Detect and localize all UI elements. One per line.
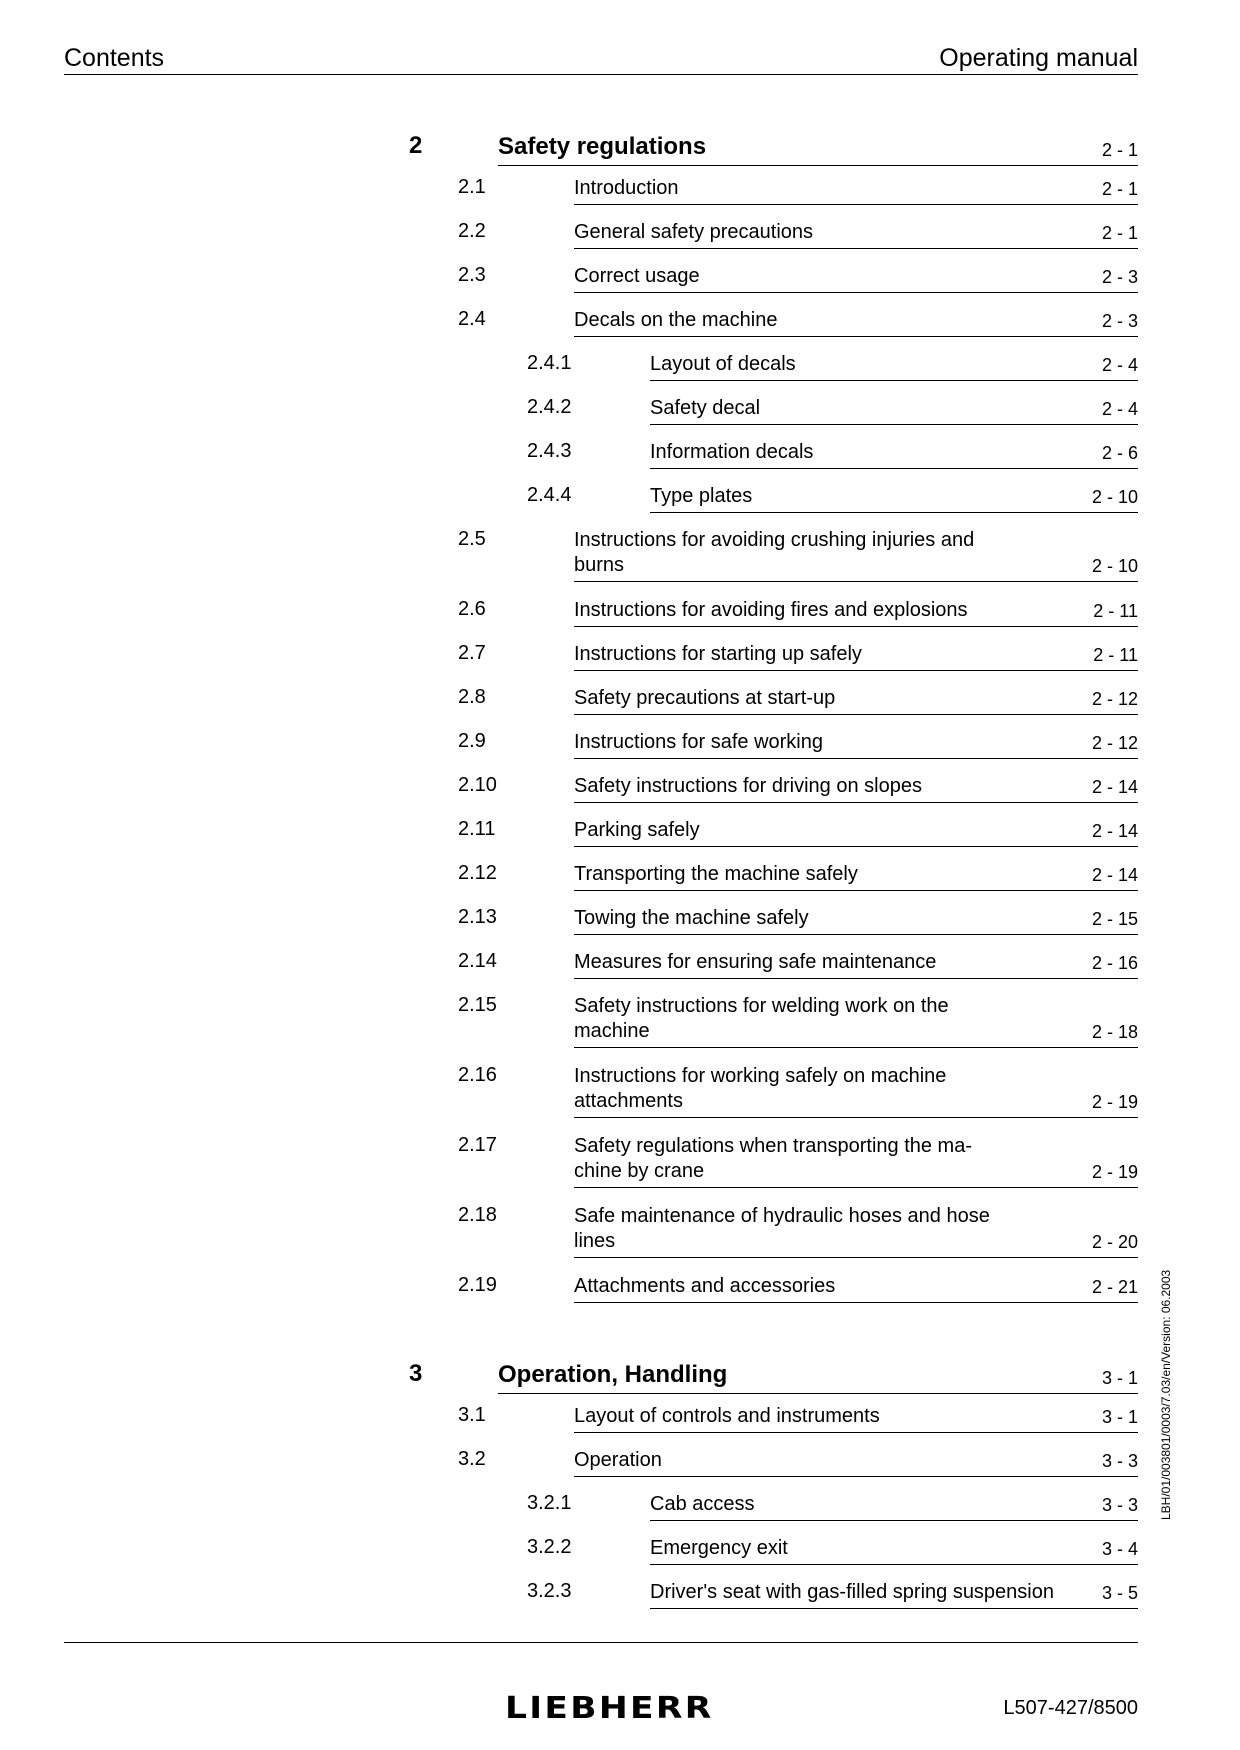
toc-entry-title-line: Driver's seat with gas-filled spring suspension — [650, 1581, 1054, 1603]
toc-entry-title[interactable] — [574, 642, 1138, 671]
toc-entry-title-line: Attachments and accessories — [574, 1275, 836, 1297]
liebherr-logo: LIEBHERR — [505, 1691, 714, 1726]
toc-entry-title[interactable] — [574, 1134, 1138, 1188]
toc-entry-number: 3.2 — [458, 1448, 486, 1470]
toc-entry-number: 2.9 — [458, 730, 486, 752]
toc-entry-number: 2.2 — [458, 220, 486, 242]
toc-entry-title-line: Cab access — [650, 1493, 755, 1515]
toc-entry-number: 2.4.3 — [527, 440, 572, 462]
header-rule — [64, 74, 1138, 75]
toc-entry-page: 2 - 3 — [1101, 267, 1138, 287]
toc-entry-title-line: Operation — [574, 1449, 662, 1471]
toc-entry-number: 3 — [409, 1360, 423, 1387]
toc-entry-title[interactable] — [574, 994, 1138, 1048]
toc-entry-title[interactable] — [650, 1492, 1138, 1521]
toc-entry-title-line: Operation, Handling — [498, 1361, 728, 1388]
header-document-title: Operating manual — [939, 44, 1138, 72]
toc-entry-title[interactable] — [574, 774, 1138, 803]
toc-entry-page: 2 - 19 — [1091, 1092, 1138, 1112]
toc-entry-title-line: Layout of decals — [650, 353, 796, 375]
toc-entry-title-line: Instructions for starting up safely — [574, 643, 862, 665]
toc-entry-title-line: Safety instructions for driving on slopes — [574, 775, 922, 797]
toc-entry-title[interactable] — [574, 1274, 1138, 1303]
toc-entry-title-line: Transporting the machine safely — [574, 863, 858, 885]
document-version-text: LBH/01/003801/0003/7.03/en/Version: 06.2003 — [1159, 1269, 1173, 1520]
toc-entry-page: 2 - 19 — [1091, 1162, 1138, 1182]
toc-entry-number: 2.1 — [458, 176, 486, 198]
toc-entry-title-line: Safety instructions for welding work on the — [574, 995, 949, 1017]
toc-entry-title[interactable] — [650, 396, 1138, 425]
toc-entry-number: 2.13 — [458, 906, 497, 928]
toc-entry-number: 3.2.3 — [527, 1580, 572, 1602]
toc-entry-number: 2.7 — [458, 642, 486, 664]
toc-entry-title-line: chine by crane — [574, 1160, 705, 1182]
toc-entry-title-line: Correct usage — [574, 265, 700, 287]
toc-entry-page: 2 - 10 — [1091, 487, 1138, 507]
toc-entry-title[interactable] — [574, 264, 1138, 293]
toc-entry-title[interactable] — [574, 686, 1138, 715]
toc-entry-page: 3 - 1 — [1101, 1407, 1138, 1427]
header-section-title: Contents — [64, 44, 165, 72]
toc-entry-title[interactable] — [650, 1580, 1138, 1609]
toc-entry-page: 2 - 12 — [1091, 689, 1138, 709]
toc-entry-number: 2.11 — [458, 818, 496, 840]
toc-entry-page: 3 - 1 — [1101, 1368, 1138, 1388]
toc-entry-title[interactable] — [574, 308, 1138, 337]
toc-entry-title-line: Instructions for avoiding fires and explosions — [574, 599, 968, 621]
toc-entry-page: 2 - 18 — [1091, 1022, 1138, 1042]
document-code: L507-427/8500 — [1003, 1697, 1138, 1719]
toc-entry-title-line: Towing the machine safely — [574, 907, 809, 929]
toc-entry-title-line: Safety decal — [650, 397, 761, 419]
toc-entry-page: 2 - 4 — [1101, 399, 1138, 419]
toc-entry-title-line: Introduction — [574, 177, 679, 199]
toc-entry-page: 2 - 12 — [1091, 733, 1138, 753]
toc-entry-title[interactable] — [650, 440, 1138, 469]
toc-entry-number: 2.5 — [458, 528, 486, 550]
toc-entry-title[interactable] — [574, 1204, 1138, 1258]
toc-entry-title-line: Information decals — [650, 441, 814, 463]
toc-entry-title[interactable] — [574, 906, 1138, 935]
toc-entry-number: 2.14 — [458, 950, 497, 972]
toc-entry-title[interactable] — [574, 950, 1138, 979]
toc-entry-number: 2.10 — [458, 774, 497, 796]
toc-entry-title[interactable] — [574, 862, 1138, 891]
toc-entry-number: 2.15 — [458, 994, 497, 1016]
toc-entry-title-line: burns — [574, 554, 625, 576]
toc-entry-page: 2 - 1 — [1101, 223, 1138, 243]
toc-entry-number: 2.4.4 — [527, 484, 572, 506]
toc-entry-title[interactable] — [650, 1536, 1138, 1565]
footer-rule — [64, 1642, 1138, 1643]
toc-entry-number: 2.12 — [458, 862, 497, 884]
toc-entry-title[interactable] — [650, 484, 1138, 513]
toc-entry-title-line: Layout of controls and instruments — [574, 1405, 880, 1427]
toc-entry-title[interactable] — [498, 132, 1138, 166]
toc-entry-page: 3 - 5 — [1101, 1583, 1138, 1603]
toc-entry-page: 2 - 21 — [1091, 1277, 1138, 1297]
toc-entry-number: 3.1 — [458, 1404, 486, 1426]
toc-entry-page: 2 - 11 — [1093, 601, 1138, 621]
toc-entry-title-line: Measures for ensuring safe maintenance — [574, 951, 937, 973]
toc-entry-number: 2.17 — [458, 1134, 497, 1156]
toc-entry-page: 2 - 10 — [1091, 556, 1138, 576]
toc-entry-title-line: Parking safely — [574, 819, 700, 841]
toc-entry-title[interactable] — [574, 528, 1138, 582]
toc-entry-title[interactable] — [574, 176, 1138, 205]
toc-entry-title-line: Safety precautions at start-up — [574, 687, 836, 709]
toc-entry-title-line: Emergency exit — [650, 1537, 788, 1559]
toc-entry-title-line: Safety regulations when transporting the ma- — [574, 1135, 972, 1157]
toc-entry-title-line: General safety precautions — [574, 221, 814, 243]
toc-entry-title[interactable] — [574, 1448, 1138, 1477]
toc-entry-page: 2 - 14 — [1091, 821, 1138, 841]
toc-entry-number: 2.4 — [458, 308, 486, 330]
toc-entry-title-line: Instructions for working safely on machine — [574, 1065, 947, 1087]
toc-entry-number: 2.4.1 — [527, 352, 572, 374]
toc-entry-title-line: Instructions for safe working — [574, 731, 823, 753]
toc-entry-title[interactable] — [498, 1360, 1138, 1394]
toc-entry-title[interactable] — [574, 730, 1138, 759]
toc-entry-page: 2 - 4 — [1101, 355, 1138, 375]
toc-entry-number: 3.2.1 — [527, 1492, 572, 1514]
toc-entry-page: 3 - 4 — [1101, 1539, 1138, 1559]
toc-entry-title[interactable] — [574, 1064, 1138, 1118]
toc-entry-number: 2.8 — [458, 686, 486, 708]
toc-entry-page: 2 - 14 — [1091, 865, 1138, 885]
toc-entry-title-line: Instructions for avoiding crushing injuries and — [574, 529, 975, 551]
toc-entry-page: 2 - 1 — [1101, 179, 1138, 199]
toc-entry-title[interactable] — [574, 598, 1138, 627]
toc-entry-title-line: Safety regulations — [498, 133, 707, 160]
toc-entry-title[interactable] — [574, 220, 1138, 249]
toc-entry-page: 2 - 3 — [1101, 311, 1138, 331]
toc-entry-page: 3 - 3 — [1101, 1495, 1138, 1515]
toc-entry-number: 2.18 — [458, 1204, 497, 1226]
toc-entry-number: 2.19 — [458, 1274, 497, 1296]
toc-entry-number: 2.6 — [458, 598, 486, 620]
toc-entry-title[interactable] — [574, 818, 1138, 847]
toc-entry-page: 2 - 1 — [1101, 140, 1138, 160]
toc-entry-title-line: lines — [574, 1230, 616, 1252]
toc-entry-page: 2 - 11 — [1093, 645, 1138, 665]
toc-entry-number: 2 — [409, 132, 423, 159]
toc-entry-number: 2.16 — [458, 1064, 497, 1086]
toc-entry-page: 2 - 20 — [1091, 1232, 1138, 1252]
toc-entry-number: 2.4.2 — [527, 396, 572, 418]
document-version-note — [1159, 1255, 1179, 1520]
toc-entry-title-line: Safe maintenance of hydraulic hoses and hose — [574, 1205, 990, 1227]
toc-entry-number: 2.3 — [458, 264, 486, 286]
toc-entry-page: 2 - 15 — [1091, 909, 1138, 929]
toc-entry-title[interactable] — [574, 1404, 1138, 1433]
toc-entry-title-line: Type plates — [650, 485, 753, 507]
toc-entry-page: 2 - 16 — [1091, 953, 1138, 973]
toc-entry-title-line: machine — [574, 1020, 650, 1042]
toc-entry-title[interactable] — [650, 352, 1138, 381]
toc-entry-number: 3.2.2 — [527, 1536, 572, 1558]
toc-entry-page: 3 - 3 — [1101, 1451, 1138, 1471]
toc-entry-page: 2 - 14 — [1091, 777, 1138, 797]
toc-entry-title-line: Decals on the machine — [574, 309, 778, 331]
toc-entry-title-line: attachments — [574, 1090, 683, 1112]
toc-entry-page: 2 - 6 — [1101, 443, 1138, 463]
